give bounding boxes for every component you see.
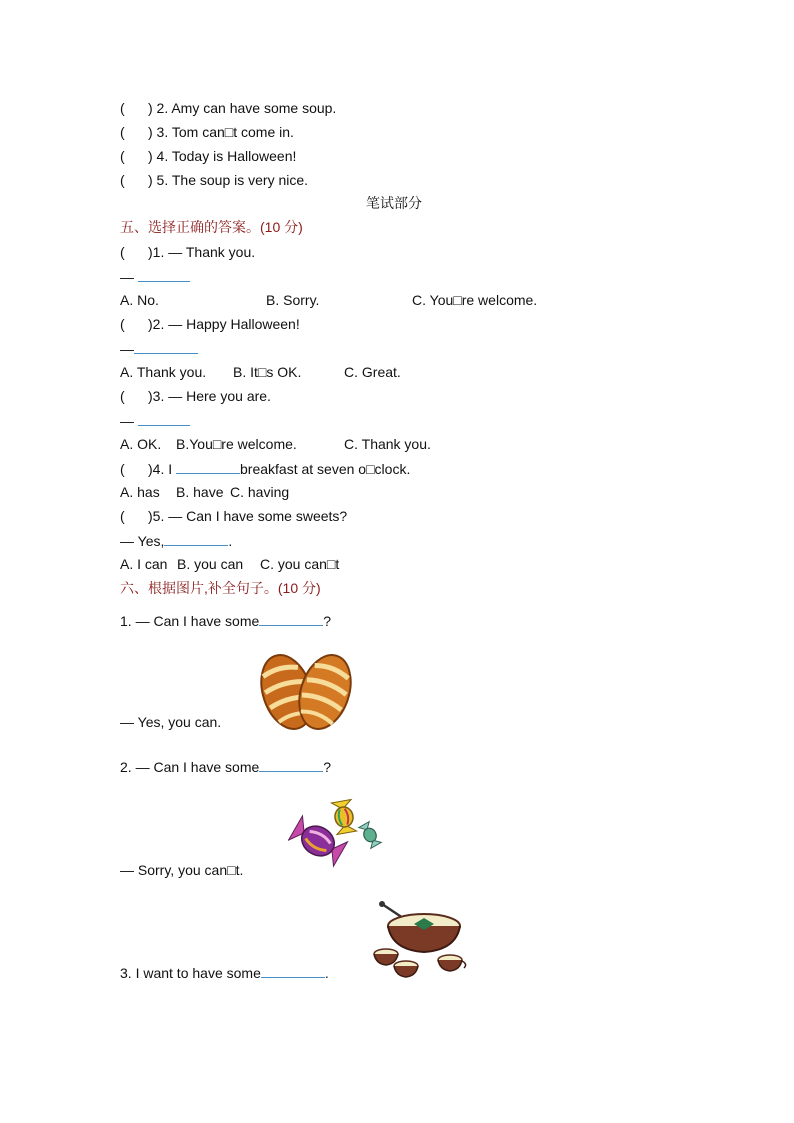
q1-stem: ( )1. — Thank you. bbox=[120, 244, 256, 260]
q3-option-b: B.You□re welcome. bbox=[176, 436, 297, 452]
q5-stem: ( )5. — Can I have some sweets? bbox=[120, 508, 348, 524]
q3-option-a: A. OK. bbox=[120, 436, 162, 452]
q4-stem-pre: ( )4. I bbox=[120, 461, 177, 477]
q2-stem: ( )2. — Happy Halloween! bbox=[120, 316, 300, 332]
s6-q2-answer: — Sorry, you can□t. bbox=[120, 862, 244, 878]
q5-blank[interactable] bbox=[164, 531, 228, 546]
q1-blank[interactable] bbox=[138, 267, 190, 282]
dash: — bbox=[120, 341, 134, 357]
q4-option-a: A. has bbox=[120, 484, 160, 500]
q2-answer-line bbox=[120, 339, 198, 358]
q5-ans-pre: — Yes, bbox=[120, 533, 165, 549]
s6-q1-answer: — Yes, you can. bbox=[120, 714, 222, 730]
q3-option-c: C. Thank you. bbox=[344, 436, 431, 452]
s6-q2-question bbox=[120, 757, 331, 776]
dash: — bbox=[120, 269, 134, 285]
q3-answer-line bbox=[120, 411, 190, 430]
q3-blank[interactable] bbox=[138, 411, 190, 426]
q2-option-a: A. Thank you. bbox=[120, 364, 207, 380]
s6-q3-text: 3. I want to have some bbox=[120, 965, 261, 981]
s6-q3-blank[interactable] bbox=[261, 963, 325, 978]
section6-heading: 六、根据图片,补全句子。(10 分) bbox=[120, 580, 321, 596]
q5-option-a: A. I can bbox=[120, 556, 168, 572]
q4-blank[interactable] bbox=[176, 459, 240, 474]
s6-q2-end: ? bbox=[323, 759, 332, 775]
q3-stem: ( )3. — Here you are. bbox=[120, 388, 271, 404]
written-part-title: 笔试部分 bbox=[366, 195, 422, 211]
listening-item: ( ) 3. Tom can□t come in. bbox=[120, 124, 294, 140]
q1-option-a: A. No. bbox=[120, 292, 159, 308]
q4-option-b: B. have bbox=[176, 484, 224, 500]
s6-q1-blank[interactable] bbox=[259, 611, 323, 626]
q1-option-c: C. You□re welcome. bbox=[412, 292, 538, 308]
q1-answer-line bbox=[120, 267, 190, 286]
q4-stem bbox=[120, 459, 410, 478]
q2-option-c: C. Great. bbox=[344, 364, 401, 380]
s6-q3-end: . bbox=[324, 965, 329, 981]
q5-answer-line bbox=[120, 531, 232, 550]
q1-option-b: B. Sorry. bbox=[266, 292, 320, 308]
dash: — bbox=[120, 413, 134, 429]
s6-q1-end: ? bbox=[323, 613, 332, 629]
q5-ans-post: . bbox=[228, 533, 233, 549]
q5-option-b: B. you can bbox=[177, 556, 244, 572]
s6-q1-question bbox=[120, 611, 331, 630]
listening-item: ( ) 2. Amy can have some soup. bbox=[120, 100, 337, 116]
soup-image bbox=[368, 898, 470, 980]
q2-option-b: B. It□s OK. bbox=[233, 364, 302, 380]
listening-item: ( ) 5. The soup is very nice. bbox=[120, 172, 309, 188]
s6-q1-text: 1. — Can I have some bbox=[120, 613, 260, 629]
section5-heading: 五、选择正确的答案。(10 分) bbox=[120, 219, 303, 235]
listening-item: ( ) 4. Today is Halloween! bbox=[120, 148, 297, 164]
sweets-image bbox=[288, 793, 386, 879]
q4-stem-post: breakfast at seven o□clock. bbox=[240, 461, 411, 477]
q5-option-c: C. you can□t bbox=[260, 556, 340, 572]
s6-q3-question bbox=[120, 963, 329, 982]
s6-q2-text: 2. — Can I have some bbox=[120, 759, 260, 775]
q2-blank[interactable] bbox=[134, 339, 198, 354]
bread-image bbox=[255, 648, 355, 732]
q4-option-c: C. having bbox=[230, 484, 290, 500]
s6-q2-blank[interactable] bbox=[259, 757, 323, 772]
